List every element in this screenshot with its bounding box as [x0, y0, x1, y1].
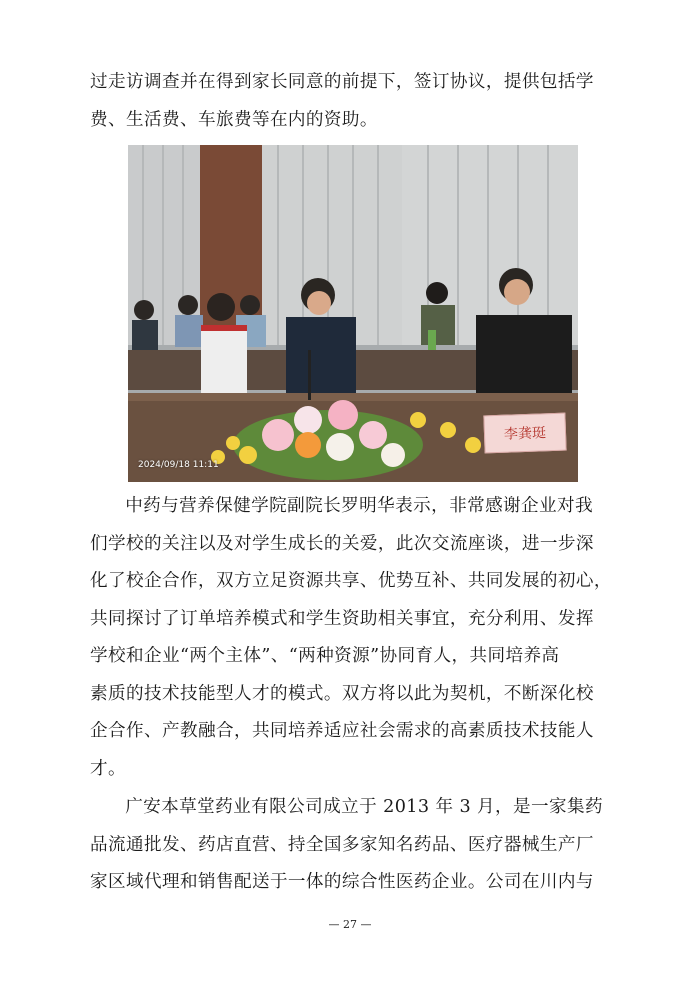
text-line: 学校和企业“两个主体”、“两种资源”协同育人，共同培养高 — [90, 646, 560, 666]
text-line: 中药与营养保健学院副院长罗明华表示，非常感谢企业对我 — [125, 496, 594, 516]
text-line: 费、生活费、车旅费等在内的资助。 — [90, 109, 378, 130]
text-line: 才。 — [90, 758, 126, 779]
nameplate: 李龚珽 — [483, 413, 566, 454]
meeting-photo — [128, 145, 578, 482]
page-number: — 27 — — [328, 918, 372, 931]
text-line: 化了校企合作，双方立足资源共享、优势互补、共同发展的初心， — [90, 571, 612, 591]
text-line: 品流通批发、药店直营、持全国多家知名药品、医疗器械生产厂 — [90, 834, 594, 855]
paragraph-3 — [90, 789, 618, 902]
text-line: 家区域代理和销售配送于一体的综合性医药企业。公司在川内与 — [90, 872, 594, 892]
text-line: 素质的技术技能型人才的模式。双方将以此为契机，不断深化校 — [90, 683, 594, 704]
paragraph-2 — [90, 488, 618, 788]
text-line: 企合作、产教融合，共同培养适应社会需求的高素质技术技能人 — [90, 721, 594, 741]
text-line: 共同探讨了订单培养模式和学生资助相关事宜，充分利用、发挥 — [90, 608, 594, 629]
photo-timestamp: 2024/09/18 11:11 — [138, 460, 219, 470]
text-line: 广安本草堂药业有限公司成立于 2013 年 3 月，是一家集药 — [125, 797, 603, 817]
text-line: 过走访调查并在得到家长同意的前提下，签订协议，提供包括学 — [90, 72, 594, 92]
paragraph-1 — [90, 64, 618, 139]
text-line: 们学校的关注以及对学生成长的关爱，此次交流座谈，进一步深 — [90, 533, 594, 554]
